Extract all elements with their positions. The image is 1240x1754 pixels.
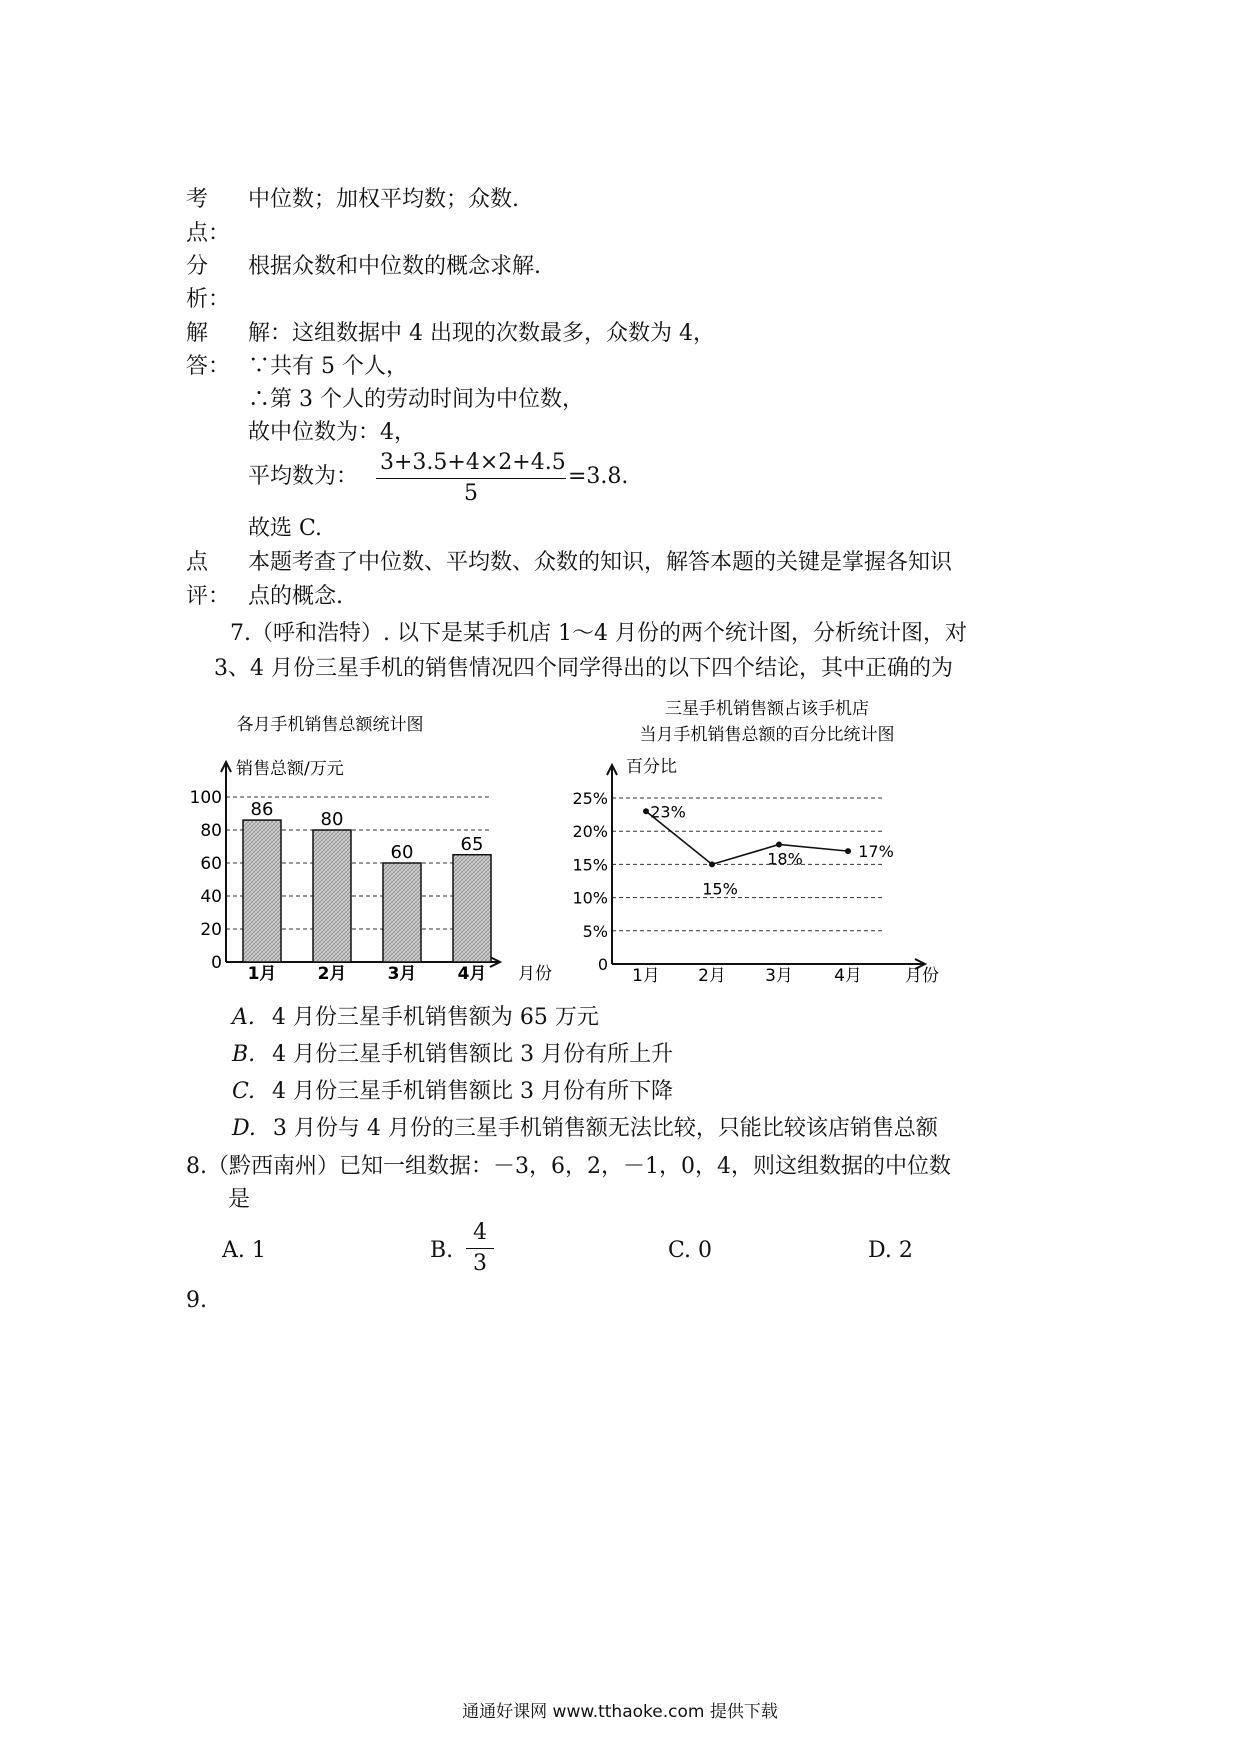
q8-option-b-fraction	[466, 1218, 494, 1279]
line-chart-point	[709, 861, 715, 867]
line-chart-ytick-label: 25%	[572, 789, 608, 808]
dianping-row-1	[186, 546, 1066, 582]
q7-option-a-letter: A.	[232, 1005, 255, 1030]
fenxi-row-2	[186, 283, 1066, 319]
line-chart-value-label: 17%	[858, 842, 894, 862]
q8-line-2: 是	[228, 1187, 251, 1212]
line-chart-ytick-label: 20%	[572, 822, 608, 842]
jieda-line-6: 故选 C.	[248, 516, 323, 541]
line-chart-value-label: 23%	[650, 802, 686, 822]
q7-option-d	[232, 1112, 938, 1146]
jieda-row-2	[186, 350, 1066, 386]
q7-option-b-letter: B.	[232, 1042, 256, 1067]
jieda-line-1: 解：这组数据中 4 出现的次数最多，众数为 4，	[248, 321, 715, 346]
bar-chart-xlabel: 月份	[518, 964, 552, 984]
q9-label: 9.	[186, 1288, 207, 1313]
bar-chart-value-label: 86	[250, 799, 274, 821]
bar-chart-value-label: 80	[320, 809, 344, 830]
jieda-row-4	[186, 416, 1066, 452]
bar-chart-bar	[453, 855, 491, 962]
footer: 通通好课网 www.tthaoke.com 提供下载	[462, 1702, 778, 1722]
q7-option-a	[232, 1001, 599, 1035]
average-result: =3.8.	[568, 464, 629, 489]
q7-option-a-text: 4 月份三星手机销售额为 65 万元	[271, 1005, 599, 1030]
q7-option-b-text: 4 月份三星手机销售额比 3 月份有所上升	[272, 1042, 674, 1067]
kaodian-row	[186, 183, 1066, 219]
line-chart-title-1: 三星手机销售额占该手机店	[665, 699, 869, 719]
line-chart-category-label: 1月	[632, 966, 660, 986]
jieda-line-4: 故中位数为：4，	[248, 420, 416, 445]
line-chart-point	[845, 848, 851, 854]
bar-chart-category-label: 3月	[387, 964, 417, 984]
q7-line-2: 3、4 月份三星手机的销售情况四个同学得出的以下四个结论，其中正确的为	[214, 656, 953, 681]
line-chart-title-2: 当月手机销售总额的百分比统计图	[639, 725, 895, 745]
q7-option-d-text: 3 月份与 4 月份的三星手机销售额无法比较，只能比较该店销售总额	[272, 1116, 938, 1141]
bar-chart-category-label: 1月	[247, 964, 277, 984]
kaodian-row-2	[186, 217, 1066, 253]
bar-chart-ytick-label: 100	[189, 788, 222, 808]
bar-chart-ytick-label: 40	[200, 887, 222, 907]
kaodian-label: 考	[186, 187, 209, 212]
line-chart-ytick-label: 5%	[582, 921, 608, 941]
jieda-label: 解	[186, 321, 209, 346]
bar-chart-title: 各月手机销售总额统计图	[236, 715, 424, 735]
dianping-line-1: 本题考查了中位数、平均数、众数的知识，解答本题的关键是掌握各知识	[248, 550, 953, 575]
kaodian-label-2: 点：	[186, 221, 231, 246]
q7-line-1: 7.（呼和浩特）. 以下是某手机店 1～4 月份的两个统计图，分析统计图，对	[230, 621, 967, 646]
dianping-row-2	[186, 580, 1066, 616]
q8-line-1: 8.（黔西南州）已知一组数据：－3，6，2，－1，0，4，则这组数据的中位数	[186, 1154, 951, 1179]
line-chart-category-label: 4月	[834, 966, 862, 986]
q7-option-b	[232, 1038, 673, 1072]
fenxi-text: 根据众数和中位数的概念求解.	[248, 254, 541, 279]
bar-chart-category-label: 2月	[317, 964, 347, 984]
kaodian-text: 中位数；加权平均数；众数.	[248, 187, 519, 212]
fenxi-label-2: 析：	[186, 287, 231, 312]
bar-chart-bar	[313, 830, 351, 962]
line-chart-ylabel: 百分比	[626, 757, 677, 777]
line-chart-ytick-label: 10%	[572, 888, 608, 908]
q7-option-c	[232, 1075, 673, 1109]
line-chart-point	[643, 808, 649, 814]
bar-chart-category-label: 4月	[457, 964, 487, 984]
q8-option-b-denominator: 3	[473, 1251, 487, 1276]
q8-option-d: D. 2	[868, 1238, 913, 1263]
jieda-label-2: 答：	[186, 354, 231, 379]
line-chart-ytick-label: 0	[597, 955, 608, 974]
average-denominator: 5	[464, 481, 478, 506]
q8-option-b-numerator: 4	[466, 1218, 494, 1249]
bar-chart-ytick-label: 60	[200, 854, 222, 874]
line-chart-xlabel: 月份	[905, 966, 939, 986]
line-chart-value-label: 18%	[767, 849, 803, 869]
dianping-label-2: 评：	[186, 584, 231, 609]
q7-option-c-text: 4 月份三星手机销售额比 3 月份有所下降	[272, 1079, 674, 1104]
q8-option-c: C. 0	[668, 1238, 713, 1263]
q7-option-d-letter: D.	[232, 1116, 256, 1141]
bar-chart-ytick-label: 80	[200, 821, 222, 841]
q8-option-b-letter: B.	[430, 1238, 454, 1263]
q7-charts	[0, 690, 1240, 990]
average-prefix: 平均数为：	[248, 464, 359, 489]
jieda-line-2: ∵共有 5 个人，	[248, 354, 408, 379]
bar-chart-value-label: 60	[390, 842, 414, 863]
bar-chart-ylabel: 销售总额/万元	[236, 759, 344, 779]
line-chart-value-label: 15%	[702, 879, 738, 899]
dianping-line-2: 点的概念.	[248, 584, 343, 609]
bar-chart-bar	[243, 820, 281, 962]
bar-chart	[190, 715, 552, 984]
bar-chart-bar	[383, 863, 421, 962]
fenxi-row	[186, 250, 1066, 286]
average-fraction	[376, 448, 566, 509]
line-chart-category-label: 2月	[698, 966, 726, 986]
jieda-row-6	[186, 512, 1066, 548]
jieda-average-row	[186, 450, 1066, 520]
jieda-row-1	[186, 317, 1066, 353]
bar-chart-ytick-label: 20	[200, 920, 222, 940]
average-numerator: 3+3.5+4×2+4.5	[376, 448, 566, 479]
fenxi-label: 分	[186, 254, 209, 279]
line-chart-ytick-label: 15%	[572, 855, 608, 875]
q7-option-c-letter: C.	[232, 1079, 256, 1104]
jieda-row-3	[186, 383, 1066, 419]
bar-chart-value-label: 65	[460, 833, 484, 855]
line-chart	[572, 699, 939, 986]
jieda-line-3: ∴第 3 个人的劳动时间为中位数，	[248, 387, 584, 412]
dianping-label: 点	[186, 550, 209, 575]
bar-chart-ytick-label: 0	[211, 953, 222, 973]
line-chart-category-label: 3月	[765, 966, 793, 986]
line-chart-point	[776, 841, 782, 847]
q8-option-a: A. 1	[222, 1238, 266, 1263]
